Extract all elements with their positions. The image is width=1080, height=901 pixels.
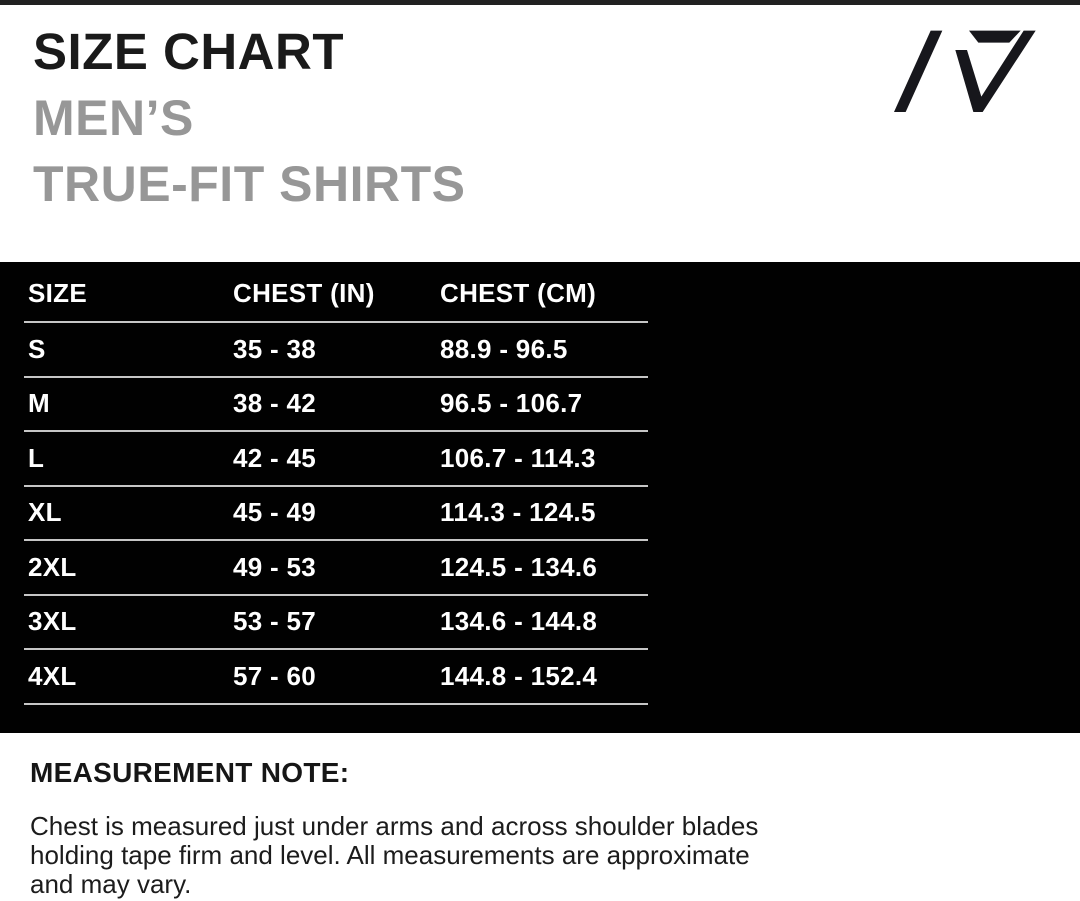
- column-header-chest-in: CHEST (IN): [233, 278, 375, 308]
- table-row: [24, 596, 648, 651]
- row-chest-cm-value: 114.3 - 124.5: [440, 497, 596, 528]
- table-row: [24, 432, 648, 487]
- table-row: [24, 323, 648, 378]
- row-chest-cm-value: 134.6 - 144.8: [440, 606, 598, 637]
- column-header-size: SIZE: [28, 278, 87, 308]
- table-row: [24, 541, 648, 596]
- a7-logo-icon: [890, 8, 1080, 133]
- size-table: [24, 262, 648, 705]
- row-size-label: L: [28, 442, 45, 473]
- header: [0, 5, 1080, 262]
- table-header-row: [24, 262, 648, 323]
- row-chest-in-value: 49 - 53: [233, 551, 317, 582]
- row-chest-in-value: 35 - 38: [233, 333, 317, 364]
- row-chest-in-value: 38 - 42: [233, 388, 317, 419]
- row-chest-cm-value: 144.8 - 152.4: [440, 660, 598, 691]
- row-size-label: XL: [28, 497, 62, 528]
- row-size-label: M: [28, 388, 50, 419]
- page-subtitle-gender: MEN’S: [33, 90, 194, 146]
- table-row: [24, 487, 648, 542]
- column-header-chest-cm: CHEST (CM): [440, 278, 597, 308]
- table-row: [24, 650, 648, 705]
- row-size-label: S: [28, 333, 46, 364]
- table-row: [24, 378, 648, 433]
- page-subtitle-product: TRUE-FIT SHIRTS: [33, 156, 466, 212]
- row-size-label: 2XL: [28, 551, 77, 582]
- note-line: holding tape firm and level. All measurements are approximate: [30, 840, 750, 870]
- row-chest-in-value: 57 - 60: [233, 660, 317, 691]
- row-size-label: 3XL: [28, 606, 77, 637]
- note-body: [30, 812, 1080, 899]
- row-size-label: 4XL: [28, 660, 77, 691]
- note-line: and may vary.: [30, 869, 192, 899]
- row-chest-cm-value: 106.7 - 114.3: [440, 442, 596, 473]
- note-heading: MEASUREMENT NOTE:: [30, 757, 350, 788]
- size-table-panel: [0, 262, 1080, 733]
- row-chest-in-value: 53 - 57: [233, 606, 317, 637]
- measurement-note: [0, 733, 1080, 899]
- row-chest-cm-value: 88.9 - 96.5: [440, 333, 568, 364]
- row-chest-in-value: 42 - 45: [233, 442, 317, 473]
- row-chest-cm-value: 96.5 - 106.7: [440, 388, 583, 419]
- note-line: Chest is measured just under arms and across shoulder blades: [30, 811, 759, 841]
- row-chest-in-value: 45 - 49: [233, 497, 317, 528]
- table-body: [24, 323, 648, 705]
- page-title: SIZE CHART: [33, 23, 344, 80]
- row-chest-cm-value: 124.5 - 134.6: [440, 551, 598, 582]
